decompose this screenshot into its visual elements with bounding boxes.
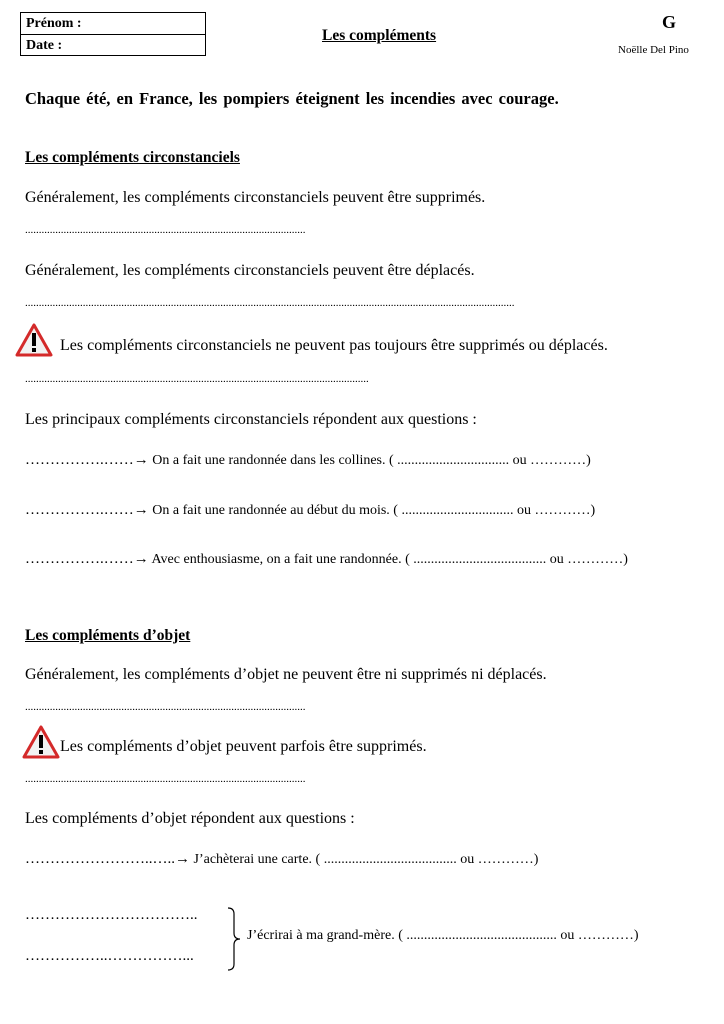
question-sentence: On a fait une randonnée dans les collines. ( ................................ ou …………) — [148, 453, 591, 468]
question-sentence: J’achèterai une carte. ( ...................................... ou …………) — [190, 852, 539, 867]
question-sentence: Avec enthousiasme, on a fait une randonnée. ( ...................................... ou …………) — [148, 552, 628, 567]
example-sentence: Chaque été, en France, les pompiers éteignent les incendies avec courage. — [25, 89, 559, 108]
page-title: Les compléments — [322, 27, 437, 44]
question-sentence: On a fait une randonnée au début du mois. ( ................................ ou …………) — [148, 503, 596, 518]
prenom-label: Prénom : — [21, 13, 205, 35]
answer-line: .................................................................................................................................................................................. — [25, 297, 515, 309]
question-lead: …………….……→ — [25, 452, 149, 468]
section-heading-obj: Les compléments d’objet — [25, 627, 191, 644]
question-lead: …………….……→ — [25, 551, 149, 567]
obj-warning: Les compléments d’objet peuvent parfois être supprimés. — [60, 738, 427, 755]
answer-line: ............................................................................................................................. — [25, 373, 369, 385]
obj-questions-intro: Les compléments d’objet répondent aux questions : — [25, 810, 355, 827]
question-row — [25, 850, 538, 868]
question-lead: ……………………..…..→ — [25, 851, 190, 867]
warning-triangle-icon — [22, 725, 60, 759]
curly-brace-icon — [224, 906, 244, 972]
warning-triangle-icon — [15, 323, 53, 357]
name-date-box — [20, 12, 206, 56]
question-row — [25, 550, 628, 568]
question-row — [25, 451, 591, 469]
question-lead: …………………………….. — [25, 907, 198, 923]
answer-line: ...................................................................................................... — [25, 224, 306, 236]
date-label: Date : — [26, 38, 63, 53]
question-sentence: J’écrirai à ma grand-mère. ( ........................................... ou …………) — [247, 928, 639, 943]
author-name: Noëlle Del Pino — [618, 44, 689, 56]
circ-rule-2: Généralement, les compléments circonstanciels peuvent être déplacés. — [25, 262, 475, 279]
obj-rule-1: Généralement, les compléments d’objet ne peuvent être ni supprimés ni déplacés. — [25, 666, 547, 683]
question-row — [25, 501, 595, 519]
answer-line: ...................................................................................................... — [25, 701, 306, 713]
circ-warning: Les compléments circonstanciels ne peuvent pas toujours être supprimés ou déplacés. — [60, 337, 608, 354]
question-lead: ……………..……………... — [25, 948, 194, 964]
answer-line: ...................................................................................................... — [25, 773, 306, 785]
circ-questions-intro: Les principaux compléments circonstanciels répondent aux questions : — [25, 411, 477, 428]
circ-rule-1: Généralement, les compléments circonstanciels peuvent être supprimés. — [25, 189, 486, 206]
question-lead: …………….……→ — [25, 502, 149, 518]
grade-letter: G — [662, 12, 677, 32]
section-heading-circ: Les compléments circonstanciels — [25, 149, 240, 166]
